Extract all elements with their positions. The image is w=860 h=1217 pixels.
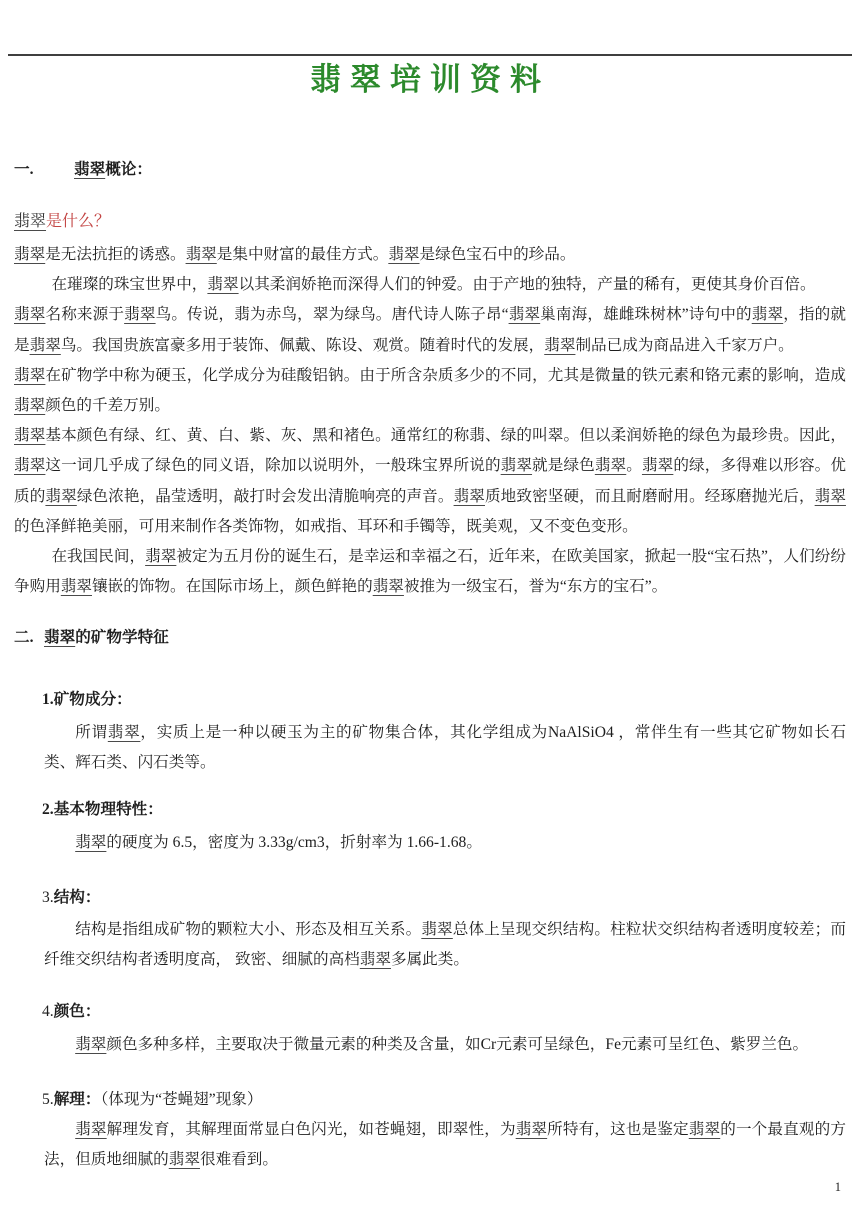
section-two-heading-text: 翡翠的矿物学特征 bbox=[44, 629, 169, 647]
paragraph: 翡翠名称来源于翡翠鸟。传说，翡为赤鸟，翠为绿鸟。唐代诗人陈子昂“翡翠巢南海，雄雌珠树林”诗句中的翡翠，指的就是翡翠鸟。我国贵族富豪多用于装饰、佩戴、陈设、观赏。随着时代的发展，翡翠制品已成为商品进入千家万户。 bbox=[14, 306, 846, 354]
section-one-heading-text: 翡翠概论： bbox=[74, 161, 152, 178]
subsection-heading bbox=[42, 800, 846, 820]
qa-heading bbox=[14, 211, 846, 233]
section-two-number: 二. bbox=[14, 629, 34, 647]
subsection-title: 结构： bbox=[53, 889, 101, 907]
subsection-color bbox=[14, 1002, 846, 1060]
subsection-cleavage bbox=[14, 1090, 846, 1175]
subsection-heading bbox=[42, 1002, 846, 1022]
paragraph: 翡翠基本颜色有绿、红、黄、白、紫、灰、黑和褚色。通常红的称翡、绿的叫翠。但以柔润娇艳的绿色为最珍贵。因此，翡翠这一词几乎成了绿色的同义语，除加以说明外，一般珠宝界所说的翡翠就是绿色翡翠。翡翠的绿，多得难以形容。优质的翡翠绿色浓艳，晶莹透明，敲打时会发出清脆响亮的声音。翡翠质地致密坚硬，而且耐磨耐用。经琢磨抛光后，翡翠的色泽鲜艳美丽，可用来制作各类饰物，如戒指、耳环和手镯等，既美观，又不变色变形。 bbox=[14, 427, 846, 535]
paragraph: 翡翠在矿物学中称为硬玉，化学成分为硅酸铝钠。由于所含杂质多少的不同，尤其是微量的铁元素和铬元素的影响，造成翡翠颜色的千差万别。 bbox=[14, 366, 846, 415]
subsection-body: 翡翠颜色多种多样，主要取决于微量元素的种类及含量，如Cr元素可呈绿色，Fe元素可呈红色、紫罗兰色。 bbox=[75, 1036, 809, 1054]
subsection-title: 颜色： bbox=[53, 1003, 101, 1021]
paragraph: 在我国民间，翡翠被定为五月份的诞生石，是幸运和幸福之石，近年来，在欧美国家，掀起一股“宝石热”，人们纷纷争购用翡翠镶嵌的饰物。在国际市场上，颜色鲜艳的翡翠被推为一级宝石，誉为“东方的宝石”。 bbox=[14, 548, 846, 596]
qa-question: 是什么？ bbox=[46, 213, 111, 230]
subsection-heading bbox=[42, 888, 846, 908]
subsection-number: 5. bbox=[42, 1091, 54, 1109]
page-number: 1 bbox=[834, 1180, 841, 1194]
subsection-number: 4. bbox=[42, 1003, 54, 1021]
subsection-body: 翡翠解理发育，其解理面常显白色闪光，如苍蝇翅，即翠性，为翡翠所特有，这也是鉴定翡翠的一个最直观的方法，但质地细腻的翡翠很难看到。 bbox=[44, 1121, 846, 1169]
section-one-body bbox=[14, 240, 846, 602]
subsection-number: 3. bbox=[42, 889, 54, 907]
subsection-title-suffix: （体现为“苍蝇翅”现象） bbox=[100, 1091, 263, 1109]
subsection-body: 翡翠的硬度为 6.5，密度为 3.33g/cm3，折射率为 1.66-1.68。 bbox=[75, 834, 482, 852]
paragraph: 在璀璨的珠宝世界中，翡翠以其柔润娇艳而深得人们的钟爱。由于产地的独特，产量的稀有，更使其身价百倍。 bbox=[51, 276, 816, 294]
page-title: 翡翠培训资料 bbox=[310, 62, 550, 97]
section-one-number: 一. bbox=[14, 161, 34, 178]
subsection-structure bbox=[14, 888, 846, 975]
subsection-heading bbox=[42, 1090, 846, 1110]
section-two-heading bbox=[14, 628, 846, 648]
subsection-body: 结构是指组成矿物的颗粒大小、形态及相互关系。翡翠总体上呈现交织结构。柱粒状交织结构者透明度较差；而纤维交织结构者透明度高， 致密、细腻的高档翡翠多属此类。 bbox=[44, 921, 846, 969]
subsection-title: 矿物成分： bbox=[53, 691, 132, 709]
subsection-body: 所谓翡翠，实质上是一种以硬玉为主的矿物集合体，其化学组成为NaAlSiO4 ，常伴生有一些其它矿物如长石类、辉石类、闪石类等。 bbox=[44, 724, 846, 772]
subsection-mineral-composition bbox=[14, 690, 846, 778]
subsection-number: 2. bbox=[42, 801, 54, 819]
header-divider-line bbox=[8, 54, 852, 56]
section-one-heading bbox=[14, 160, 846, 180]
subsection-title: 解理： bbox=[53, 1091, 101, 1109]
paragraph: 翡翠是无法抗拒的诱惑。翡翠是集中财富的最佳方式。翡翠是绿色宝石中的珍品。 bbox=[14, 246, 576, 263]
subsection-number: 1. bbox=[42, 691, 54, 709]
subsection-physical-properties bbox=[14, 800, 846, 858]
subsection-heading bbox=[42, 690, 846, 710]
qa-term: 翡翠 bbox=[14, 213, 47, 230]
subsection-title: 基本物理特性： bbox=[53, 801, 163, 819]
